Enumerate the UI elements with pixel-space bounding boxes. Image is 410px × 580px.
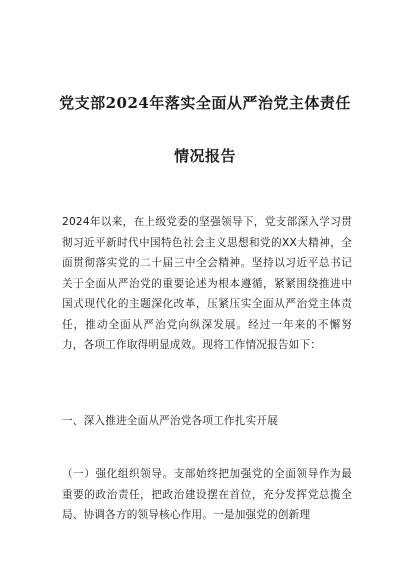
subsection-paragraph-1: （一）强化组织领导。支部始终把加强党的全面领导作为最重要的政治责任，把政治建设摆在首位，充分发挥党总揽全局、协调各方的领导核心作用。一是加强党的创新理: [62, 468, 352, 521]
document-title-line2: 情况报告: [173, 147, 236, 165]
intro-paragraph: 2024年以来，在上级党委的坚强领导下，党支部深入学习贯彻习近平新时代中国特色社会主义思想和党的XX大精神，全面贯彻落实党的二十届三中全会精神。坚持以习近平总书记关于全面从严治党的重要论述为根本遵循，紧紧围绕推进中国式现代化的主题深化改革，压紧压实全面从严治党主体责任，推动全面从严治党向纵深发展。经过一年来的不懈努力，各项工作取得明显成效。现将工作情况报告如下：: [62, 216, 352, 351]
section-heading-1: 一、深入推进全面从严治党各项工作扎实开展: [62, 415, 278, 427]
document-title-line1: 党支部2024年落实全面从严治党主体责任: [59, 94, 351, 112]
